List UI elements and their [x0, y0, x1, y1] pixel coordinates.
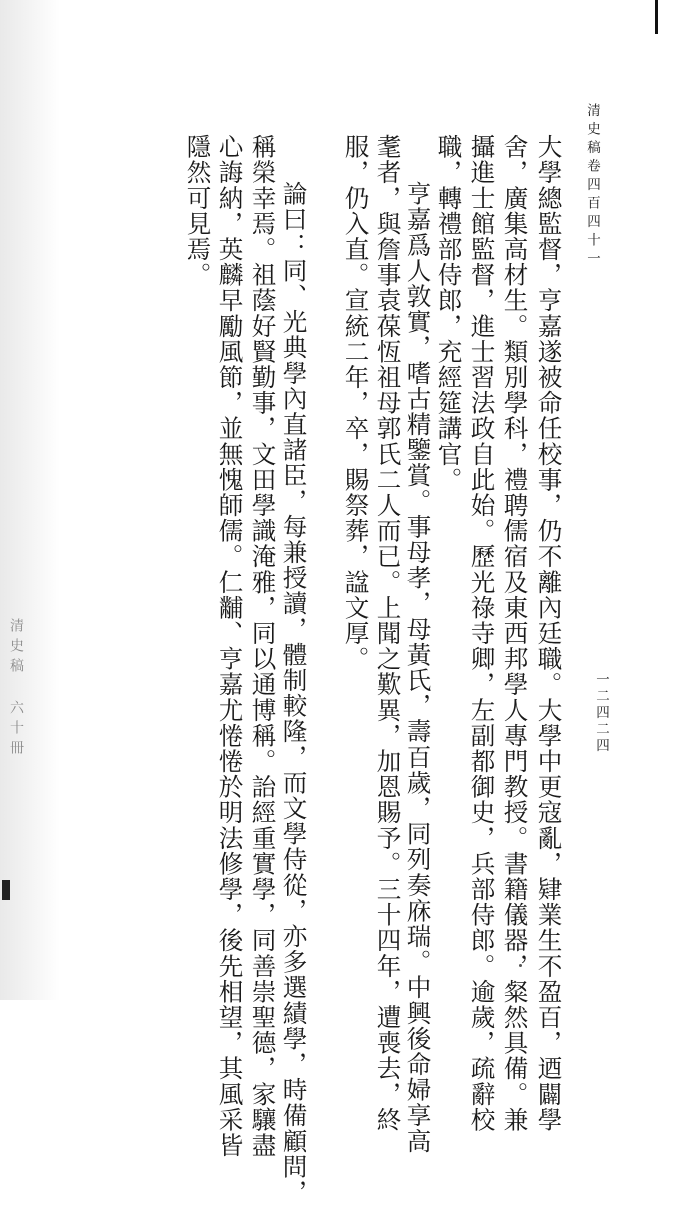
running-head: 清史稿卷四百四十一	[584, 103, 600, 270]
text-column-10: 心誨納，英麟早勵風節，並無愧師儒。仁黼、亨嘉尤惓惓於明法修學，後先相望，其風采皆	[215, 134, 245, 1158]
text-column-7: 服，仍入直。宣統二年，卒，賜祭葬，諡文厚。	[341, 134, 371, 672]
page-number: 一二四二四	[593, 672, 609, 755]
text-column-9: 稱榮幸焉。祖蔭好賢勤事，文田學識淹雅，同以通博稱。詒經重實學，同善崇聖德，家驤盡	[248, 134, 278, 1158]
text-column-5: 亨嘉爲人敦實，嗜古精鑒賞。事母孝，母黃氏，壽百歲，同列奏庥瑞。中興後命婦享高	[403, 181, 433, 1154]
text-column-8: 論曰：同、光典學內直諸臣，每兼授讀，體制較隆，而文學侍從，亦多選績學，時備顧問，	[279, 181, 309, 1205]
text-column-11: 隱然可見焉。	[183, 134, 213, 288]
text-column-4: 職，轉禮部侍郎，充經筵講官。	[434, 134, 464, 493]
book-spine-shadow	[0, 0, 60, 1000]
spine-mark	[2, 880, 10, 900]
spine-text: 清史稿 六十冊	[8, 618, 24, 760]
text-column-3: 攝進士館監督，進士習法政自此始。歷光祿寺卿，左副都御史，兵部侍郎。逾歲，疏辭校	[467, 134, 497, 1133]
text-column-1: 大學總監督，亨嘉遂被命任校事，仍不離內廷職。大學中更寇亂，肄業生不盈百，迺闢學	[534, 134, 564, 1133]
text-column-2: 舍，廣集高材生。類別學科，禮聘儒宿及東西邦學人專門教授。書籍儀器，粲然具備。兼	[500, 134, 530, 1133]
page-edge-mark	[655, 0, 658, 34]
text-column-6: 耄者，與詹事袁葆恆祖母郭氏二人而已。上聞之歎異，加恩賜予。三十四年，遭喪去，終	[373, 134, 403, 1133]
